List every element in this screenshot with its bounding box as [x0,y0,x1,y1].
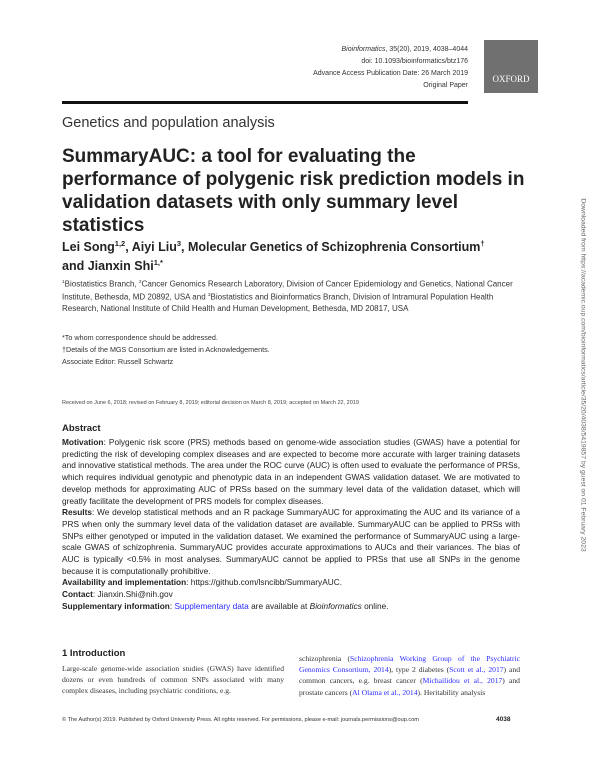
associate-editor: Associate Editor: Russell Schwartz [62,357,174,366]
citation-link[interactable]: Al Olama et al., 2014 [352,687,418,697]
oxford-logo: OXFORD [484,40,538,93]
supp-text: : [169,600,175,611]
body-text: ) and common cancers, e.g. breast cancer ( [299,665,520,686]
affil-text: Biostatistics Branch, [64,279,139,289]
page-number: 4038 [496,716,511,723]
copyright-footer: © The Author(s) 2019. Published by Oxford University Press. All rights reserved. For permissions, please e-mail: journals.permissions@oup.com [62,717,419,723]
intro-column-left: Large-scale genome-wide association studies (GWAS) have identified dozens or even hundreds of common SNPs associated with many complex diseases, including psychiatric conditions, e.g. [62,664,284,696]
citation-link[interactable]: Michailidou et al., 2017 [422,676,503,686]
supp-journal: Bioinformatics [309,600,362,611]
supplementary-data-link[interactable]: Supplementary data [174,600,249,611]
affil-sup: 3 [207,293,211,299]
article-type: Original Paper [423,82,468,89]
results-label: Results [62,507,92,518]
affiliations [62,277,522,315]
header-rule [62,101,468,104]
intro-column-right [299,653,520,698]
doi[interactable]: doi: 10.1093/bioinformatics/btz176 [361,58,468,65]
citation-link[interactable]: Scott et al., 2017 [449,665,504,675]
footnotes [62,332,522,368]
motivation-text: : Polygenic risk score (PRS) methods based on genome-wide association studies (GWAS) have a potential for predicting the risk of developing complex diseases and are expected to become more accurate with larger training datasets and innovative statistical methods. The area under the ROC curve (AUC) is often used to evaluate the performance of PRSs, which requires individual genotypic and phenotypic data in an independent GWAS validation dataset. We are motivated to develop methods for approximating AUC of PRSs based on the summary level data of the validation dataset, which will greatly facilitate the development of PRS models for complex diseases. [62,437,520,506]
body-text: schizophrenia ( [299,654,351,663]
abstract-body [62,437,520,613]
consortium-note: †Details of the MGS Consortium are listed in Acknowledgements. [62,345,270,354]
supp-text: are available at [248,600,310,611]
author: , Aiyi Liu [125,240,177,255]
body-text: ) and prostate cancers ( [299,676,520,697]
results-text: : We develop statistical methods and an R package SummaryAUC for approximating the AUC and its variance of a PRS when only the summary level data of the validation dataset are available. SummaryAUC can be applied to PRSs with SNPs either genotyped or imputed in the validation dataset. We examined the performance of SummaryAUC using a large-scale GWAS of schizophrenia. SummaryAUC provides accurate approximations to AUCs and their variances. The bias of AUC is typically <0.5% in most analyses. SummaryAUC cannot be applied to PRSs that use all SNPs in the genome because it is computationally prohibitive. [62,507,520,576]
journal-name: Bioinformatics [341,46,386,53]
author-sup: 1,2 [114,239,126,248]
author-sup: 1,* [153,258,163,268]
journal-header [313,44,468,92]
affil-text: Cancer Genomics Research Laboratory, Division of Cancer Epidemiology and Genetics, National Cancer Institute, Bethesda, MD 20892, USA and [62,279,513,302]
citation: , 35(20), 2019, 4038–4044 [385,46,468,53]
affil-text: Biostatistics and Bioinformatics Branch, Division of Intramural Population Health Research, National Institute of Child Health and Human Development, Bethesda, MD 20817, USA [62,292,494,314]
section-label: Genetics and population analysis [62,115,275,131]
body-text: ). Heritability analysis [417,687,486,697]
affil-sup: 2 [138,280,142,285]
affil-sup: 1 [62,280,65,285]
contact-label: Contact [62,589,93,600]
received-dates: Received on June 6, 2018; revised on February 8, 2019; editorial decision on March 8, 2019; accepted on March 22, 2019 [62,400,359,406]
motivation-label: Motivation [62,437,104,447]
supplementary-label: Supplementary information [62,600,170,611]
introduction-heading: 1 Introduction [62,648,126,659]
citation-link[interactable]: Schizophrenia Working Group of the Psychiatric Genomics Consortium, 2014 [299,654,520,675]
body-text: ), type 2 diabetes ( [388,665,450,675]
author-sup: † [480,239,485,248]
author: and Jianxin Shi [62,259,154,274]
abstract-heading: Abstract [62,423,101,434]
author-list [62,236,532,274]
author: Lei Song [62,240,115,255]
article-title: SummaryAUC: a tool for evaluating the performance of polygenic risk prediction models in validation datasets with only summary level statistics [62,146,525,236]
correspondence-note: *To whom correspondence should be addressed. [62,333,218,342]
availability-link[interactable]: : https://github.com/lsncibb/SummaryAUC. [186,577,343,588]
availability-label: Availability and implementation [62,577,187,588]
author: , Molecular Genetics of Schizophrenia Consortium [181,240,481,255]
download-watermark: Downloaded from https://academic.oup.com/bioinformatics/article/35/20/4038/5419857 by guest on 01 February 2023 [579,198,587,552]
publication-date: Advance Access Publication Date: 26 March 2019 [313,70,468,77]
supp-text: online. [361,600,389,611]
author-sup: 3 [176,239,182,248]
contact-email[interactable]: : Jianxin.Shi@nih.gov [92,589,173,600]
